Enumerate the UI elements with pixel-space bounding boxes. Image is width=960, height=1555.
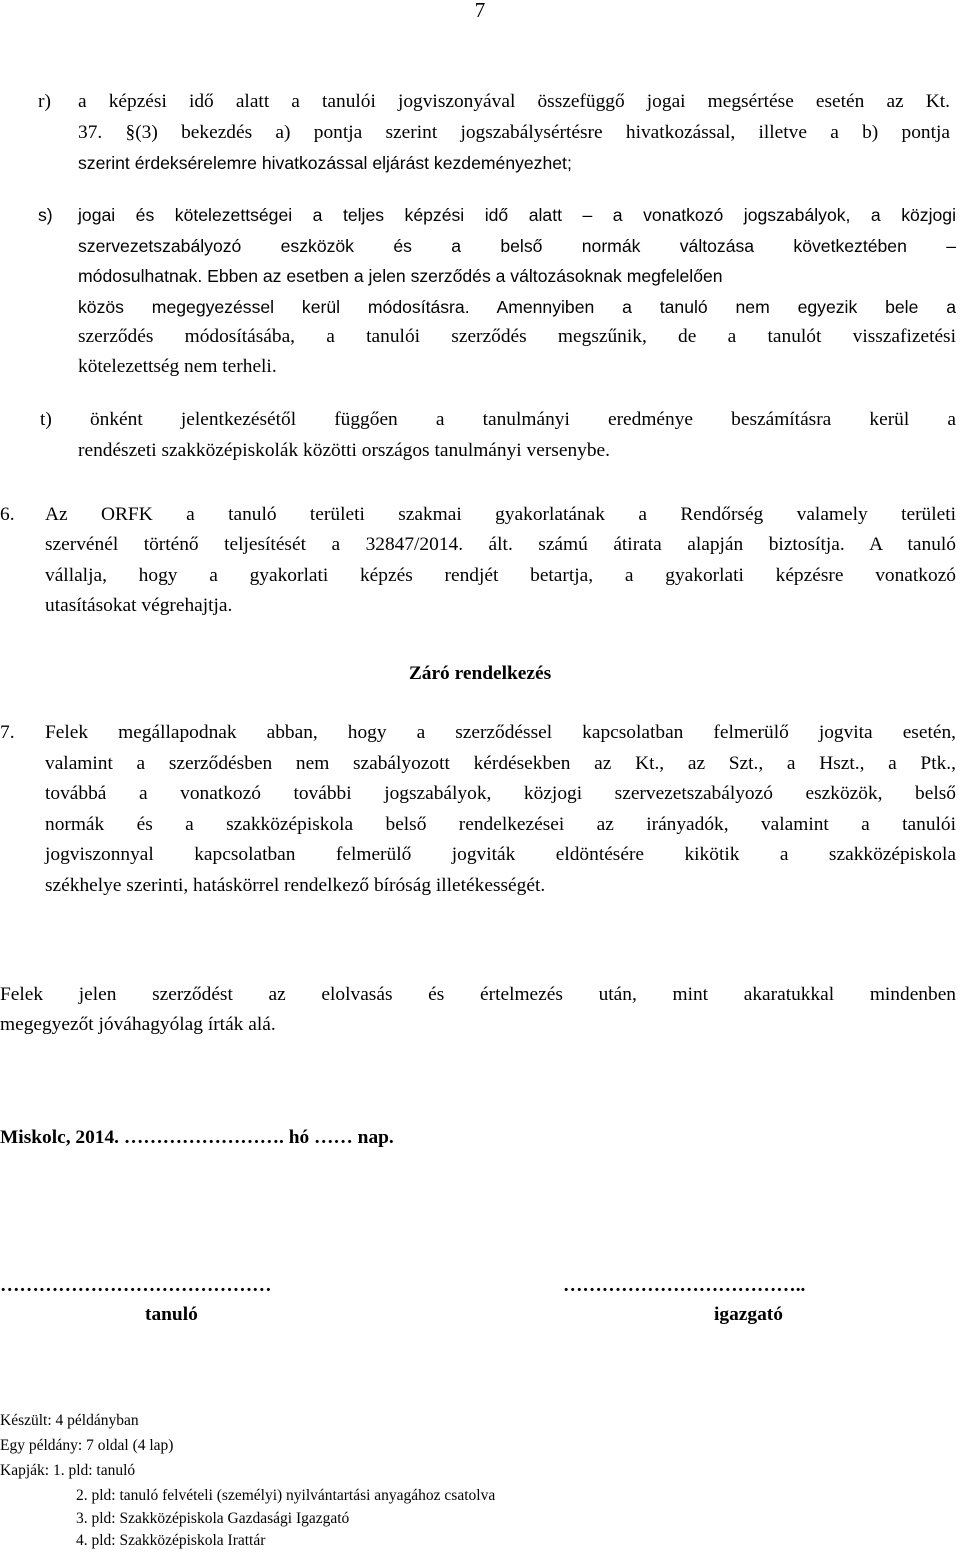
signature-dots-right: ………………………………..: [563, 1275, 806, 1296]
item-t-line-2: rendészeti szakközépiskolák közötti országos tanulmányi versenybe.: [78, 440, 610, 461]
item-7-line-5: jogviszonnyal kapcsolatban felmerülő jogviták eldöntésére kikötik a szakközépiskola: [45, 844, 956, 865]
item-6-line-3: vállalja, hogy a gyakorlati képzés rendjét betartja, a gyakorlati képzésre vonatkozó: [45, 565, 956, 586]
item-6-marker: 6.: [0, 504, 15, 525]
item-s-line-1: jogai és kötelezettségei a teljes képzési idő alatt – a vonatkozó jogszabályok, a közjogi: [78, 205, 956, 225]
closing-line-1: Felek jelen szerződést az elolvasás és értelmezés után, mint akaratukkal mindenben: [0, 984, 956, 1005]
item-s-line-5: szerződés módosításába, a tanulói szerződés megszűnik, de a tanulót visszafizetési: [78, 326, 956, 347]
section-title: Záró rendelkezés: [408, 663, 552, 684]
place-date: Miskolc, 2014. ……………………. hó …… nap.: [0, 1127, 394, 1148]
item-7-line-3: továbbá a vonatkozó további jogszabályok, közjogi szervezetszabályozó eszközök, belső: [45, 783, 956, 804]
item-7-marker: 7.: [0, 722, 15, 743]
item-6-line-4: utasításokat végrehajtja.: [45, 595, 233, 616]
page-number: 7: [474, 0, 486, 22]
footer-one-copy: Egy példány: 7 oldal (4 lap): [0, 1437, 174, 1454]
signature-label-student: tanuló: [145, 1304, 198, 1325]
item-6-line-1: Az ORFK a tanuló területi szakmai gyakorlatának a Rendőrség valamely területi: [45, 504, 956, 525]
item-r-line-1: a képzési idő alatt a tanulói jogviszonyával összefüggő jogai megsértése esetén az Kt.: [78, 91, 950, 112]
item-7-line-6: székhelye szerinti, hatáskörrel rendelkező bíróság illetékességét.: [45, 875, 546, 896]
signature-label-director: igazgató: [714, 1304, 783, 1325]
item-6-line-2: szervénél történő teljesítését a 32847/2014. ált. számú átirata alapján biztosítja. A tanuló: [45, 534, 956, 555]
footer-recipients-label: Kapják: 1. pld: tanuló: [0, 1462, 136, 1479]
item-s-line-6: kötelezettség nem terheli.: [78, 356, 277, 377]
footer-recipient-3: 3. pld: Szakközépiskola Gazdasági Igazgató: [76, 1510, 350, 1527]
item-7-line-1: Felek megállapodnak abban, hogy a szerződéssel kapcsolatban felmerülő jogvita esetén,: [45, 722, 956, 743]
item-s-line-4: közös megegyezéssel kerül módosításra. Amennyiben a tanuló nem egyezik bele a: [78, 297, 956, 317]
closing-line-2: megegyezőt jóváhagyólag írták alá.: [0, 1014, 276, 1035]
signature-dots-left: ……………………………………: [0, 1275, 272, 1296]
item-r-line-3: szerint érdeksérelemre hivatkozással eljárást kezdeményezhet;: [78, 153, 572, 173]
footer-recipient-2: 2. pld: tanuló felvételi (személyi) nyilvántartási anyagához csatolva: [76, 1487, 496, 1504]
item-s-line-2: szervezetszabályozó eszközök és a belső normák változása következtében –: [78, 236, 956, 256]
item-s-line-3-start: [78, 261, 723, 291]
item-s-marker: s): [38, 205, 53, 225]
item-r-line-2: 37. §(3) bekezdés a) pontja szerint jogszabálysértésre hivatkozással, illetve a b) pontja: [78, 122, 950, 143]
footer-recipient-4: 4. pld: Szakközépiskola Irattár: [76, 1532, 266, 1549]
item-r-marker: r): [38, 91, 51, 112]
footer-copies: Készült: 4 példányban: [0, 1412, 139, 1429]
item-7-line-2: valamint a szerződésben nem szabályozott kérdésekben az Kt., az Szt., a Hszt., a Ptk.,: [45, 753, 956, 774]
item-7-line-4: normák és a szakközépiskola belső rendelkezései az irányadók, valamint a tanulói: [45, 814, 956, 835]
item-t-line-1: t) önként jelentkezésétől függően a tanulmányi eredménye beszámításra kerül a: [40, 409, 956, 430]
item-s-line-3-a: módosulhatnak. Ebben az esetben a jelen szerződés a változásoknak megfelelően: [78, 266, 723, 286]
